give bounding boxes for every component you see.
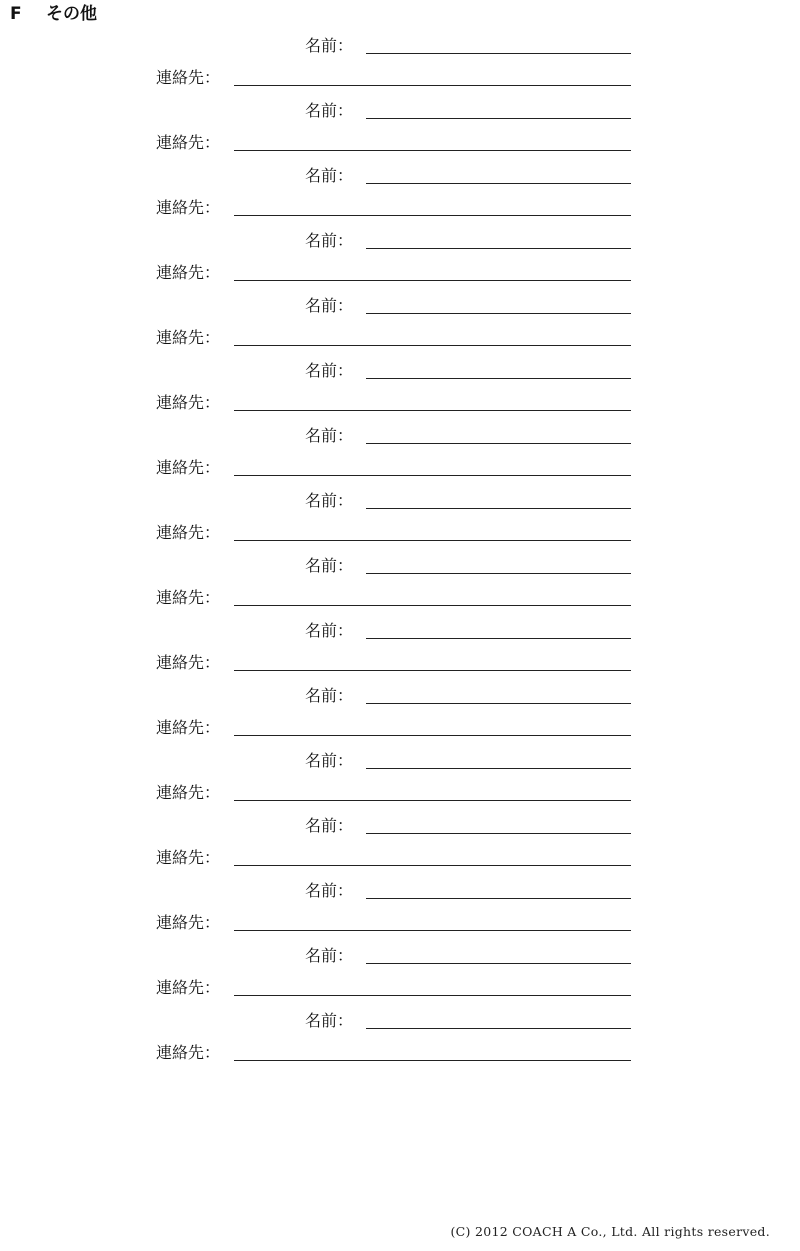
name-row bbox=[305, 747, 631, 775]
contact-row bbox=[156, 324, 631, 352]
name-row bbox=[305, 877, 631, 905]
contact-row bbox=[156, 389, 631, 417]
name-blank-line[interactable] bbox=[366, 443, 631, 444]
contact-entry bbox=[0, 357, 800, 422]
contact-blank-line[interactable] bbox=[234, 85, 631, 86]
name-blank-line[interactable] bbox=[366, 768, 631, 769]
contact-label: 連絡先： bbox=[156, 913, 221, 932]
contact-row bbox=[156, 584, 631, 612]
contact-label: 連絡先： bbox=[156, 458, 221, 477]
contact-blank-line[interactable] bbox=[234, 345, 631, 346]
name-blank-line[interactable] bbox=[366, 1028, 631, 1029]
contact-label: 連絡先： bbox=[156, 718, 221, 737]
name-blank-line[interactable] bbox=[366, 898, 631, 899]
name-row bbox=[305, 552, 631, 580]
contact-blank-line[interactable] bbox=[234, 865, 631, 866]
name-row bbox=[305, 422, 631, 450]
contact-entry bbox=[0, 422, 800, 487]
contact-row bbox=[156, 519, 631, 547]
contact-label: 連絡先： bbox=[156, 523, 221, 542]
name-blank-line[interactable] bbox=[366, 703, 631, 704]
contact-blank-line[interactable] bbox=[234, 605, 631, 606]
contact-label: 連絡先： bbox=[156, 978, 221, 997]
name-label: 名前： bbox=[305, 686, 354, 705]
name-label: 名前： bbox=[305, 491, 354, 510]
contact-row bbox=[156, 1039, 631, 1067]
contact-label: 連絡先： bbox=[156, 588, 221, 607]
contact-row bbox=[156, 909, 631, 937]
contact-entry bbox=[0, 32, 800, 97]
name-blank-line[interactable] bbox=[366, 53, 631, 54]
contact-blank-line[interactable] bbox=[234, 215, 631, 216]
name-row bbox=[305, 617, 631, 645]
contact-label: 連絡先： bbox=[156, 263, 221, 282]
name-label: 名前： bbox=[305, 166, 354, 185]
contact-form-list bbox=[0, 32, 800, 1072]
name-blank-line[interactable] bbox=[366, 248, 631, 249]
name-row bbox=[305, 487, 631, 515]
name-blank-line[interactable] bbox=[366, 118, 631, 119]
contact-row bbox=[156, 259, 631, 287]
name-row bbox=[305, 97, 631, 125]
section-heading bbox=[10, 2, 97, 26]
name-row bbox=[305, 942, 631, 970]
name-row bbox=[305, 227, 631, 255]
name-label: 名前： bbox=[305, 556, 354, 575]
contact-entry bbox=[0, 682, 800, 747]
contact-row bbox=[156, 454, 631, 482]
contact-entry bbox=[0, 747, 800, 812]
name-label: 名前： bbox=[305, 231, 354, 250]
contact-row bbox=[156, 64, 631, 92]
name-label: 名前： bbox=[305, 361, 354, 380]
contact-row bbox=[156, 194, 631, 222]
contact-label: 連絡先： bbox=[156, 848, 221, 867]
contact-blank-line[interactable] bbox=[234, 995, 631, 996]
contact-entry bbox=[0, 877, 800, 942]
name-blank-line[interactable] bbox=[366, 573, 631, 574]
contact-blank-line[interactable] bbox=[234, 150, 631, 151]
contact-blank-line[interactable] bbox=[234, 930, 631, 931]
name-row bbox=[305, 292, 631, 320]
name-row bbox=[305, 357, 631, 385]
section-letter: F bbox=[10, 4, 22, 24]
name-label: 名前： bbox=[305, 101, 354, 120]
contact-label: 連絡先： bbox=[156, 783, 221, 802]
name-blank-line[interactable] bbox=[366, 963, 631, 964]
contact-row bbox=[156, 844, 631, 872]
contact-row bbox=[156, 714, 631, 742]
contact-blank-line[interactable] bbox=[234, 800, 631, 801]
contact-entry bbox=[0, 552, 800, 617]
name-label: 名前： bbox=[305, 751, 354, 770]
name-row bbox=[305, 32, 631, 60]
name-blank-line[interactable] bbox=[366, 183, 631, 184]
contact-entry bbox=[0, 227, 800, 292]
contact-entry bbox=[0, 812, 800, 877]
contact-entry bbox=[0, 97, 800, 162]
copyright-notice: (C) 2012 COACH A Co., Ltd. All rights reserved. bbox=[450, 1224, 770, 1239]
contact-blank-line[interactable] bbox=[234, 540, 631, 541]
name-label: 名前： bbox=[305, 816, 354, 835]
contact-entry bbox=[0, 1007, 800, 1072]
contact-blank-line[interactable] bbox=[234, 670, 631, 671]
contact-label: 連絡先： bbox=[156, 68, 221, 87]
name-row bbox=[305, 162, 631, 190]
name-blank-line[interactable] bbox=[366, 508, 631, 509]
contact-label: 連絡先： bbox=[156, 328, 221, 347]
name-blank-line[interactable] bbox=[366, 313, 631, 314]
contact-blank-line[interactable] bbox=[234, 1060, 631, 1061]
contact-label: 連絡先： bbox=[156, 1043, 221, 1062]
name-blank-line[interactable] bbox=[366, 638, 631, 639]
name-row bbox=[305, 812, 631, 840]
contact-blank-line[interactable] bbox=[234, 280, 631, 281]
name-label: 名前： bbox=[305, 946, 354, 965]
contact-label: 連絡先： bbox=[156, 393, 221, 412]
contact-blank-line[interactable] bbox=[234, 410, 631, 411]
name-blank-line[interactable] bbox=[366, 378, 631, 379]
name-row bbox=[305, 1007, 631, 1035]
contact-label: 連絡先： bbox=[156, 133, 221, 152]
name-blank-line[interactable] bbox=[366, 833, 631, 834]
contact-blank-line[interactable] bbox=[234, 735, 631, 736]
section-title: その他 bbox=[46, 4, 97, 24]
contact-entry bbox=[0, 487, 800, 552]
contact-blank-line[interactable] bbox=[234, 475, 631, 476]
name-label: 名前： bbox=[305, 881, 354, 900]
contact-entry bbox=[0, 292, 800, 357]
name-label: 名前： bbox=[305, 36, 354, 55]
contact-entry bbox=[0, 162, 800, 227]
name-label: 名前： bbox=[305, 426, 354, 445]
name-label: 名前： bbox=[305, 1011, 354, 1030]
name-label: 名前： bbox=[305, 296, 354, 315]
contact-label: 連絡先： bbox=[156, 198, 221, 217]
contact-label: 連絡先： bbox=[156, 653, 221, 672]
contact-row bbox=[156, 649, 631, 677]
contact-row bbox=[156, 779, 631, 807]
name-row bbox=[305, 682, 631, 710]
contact-row bbox=[156, 974, 631, 1002]
contact-entry bbox=[0, 942, 800, 1007]
name-label: 名前： bbox=[305, 621, 354, 640]
contact-row bbox=[156, 129, 631, 157]
contact-entry bbox=[0, 617, 800, 682]
